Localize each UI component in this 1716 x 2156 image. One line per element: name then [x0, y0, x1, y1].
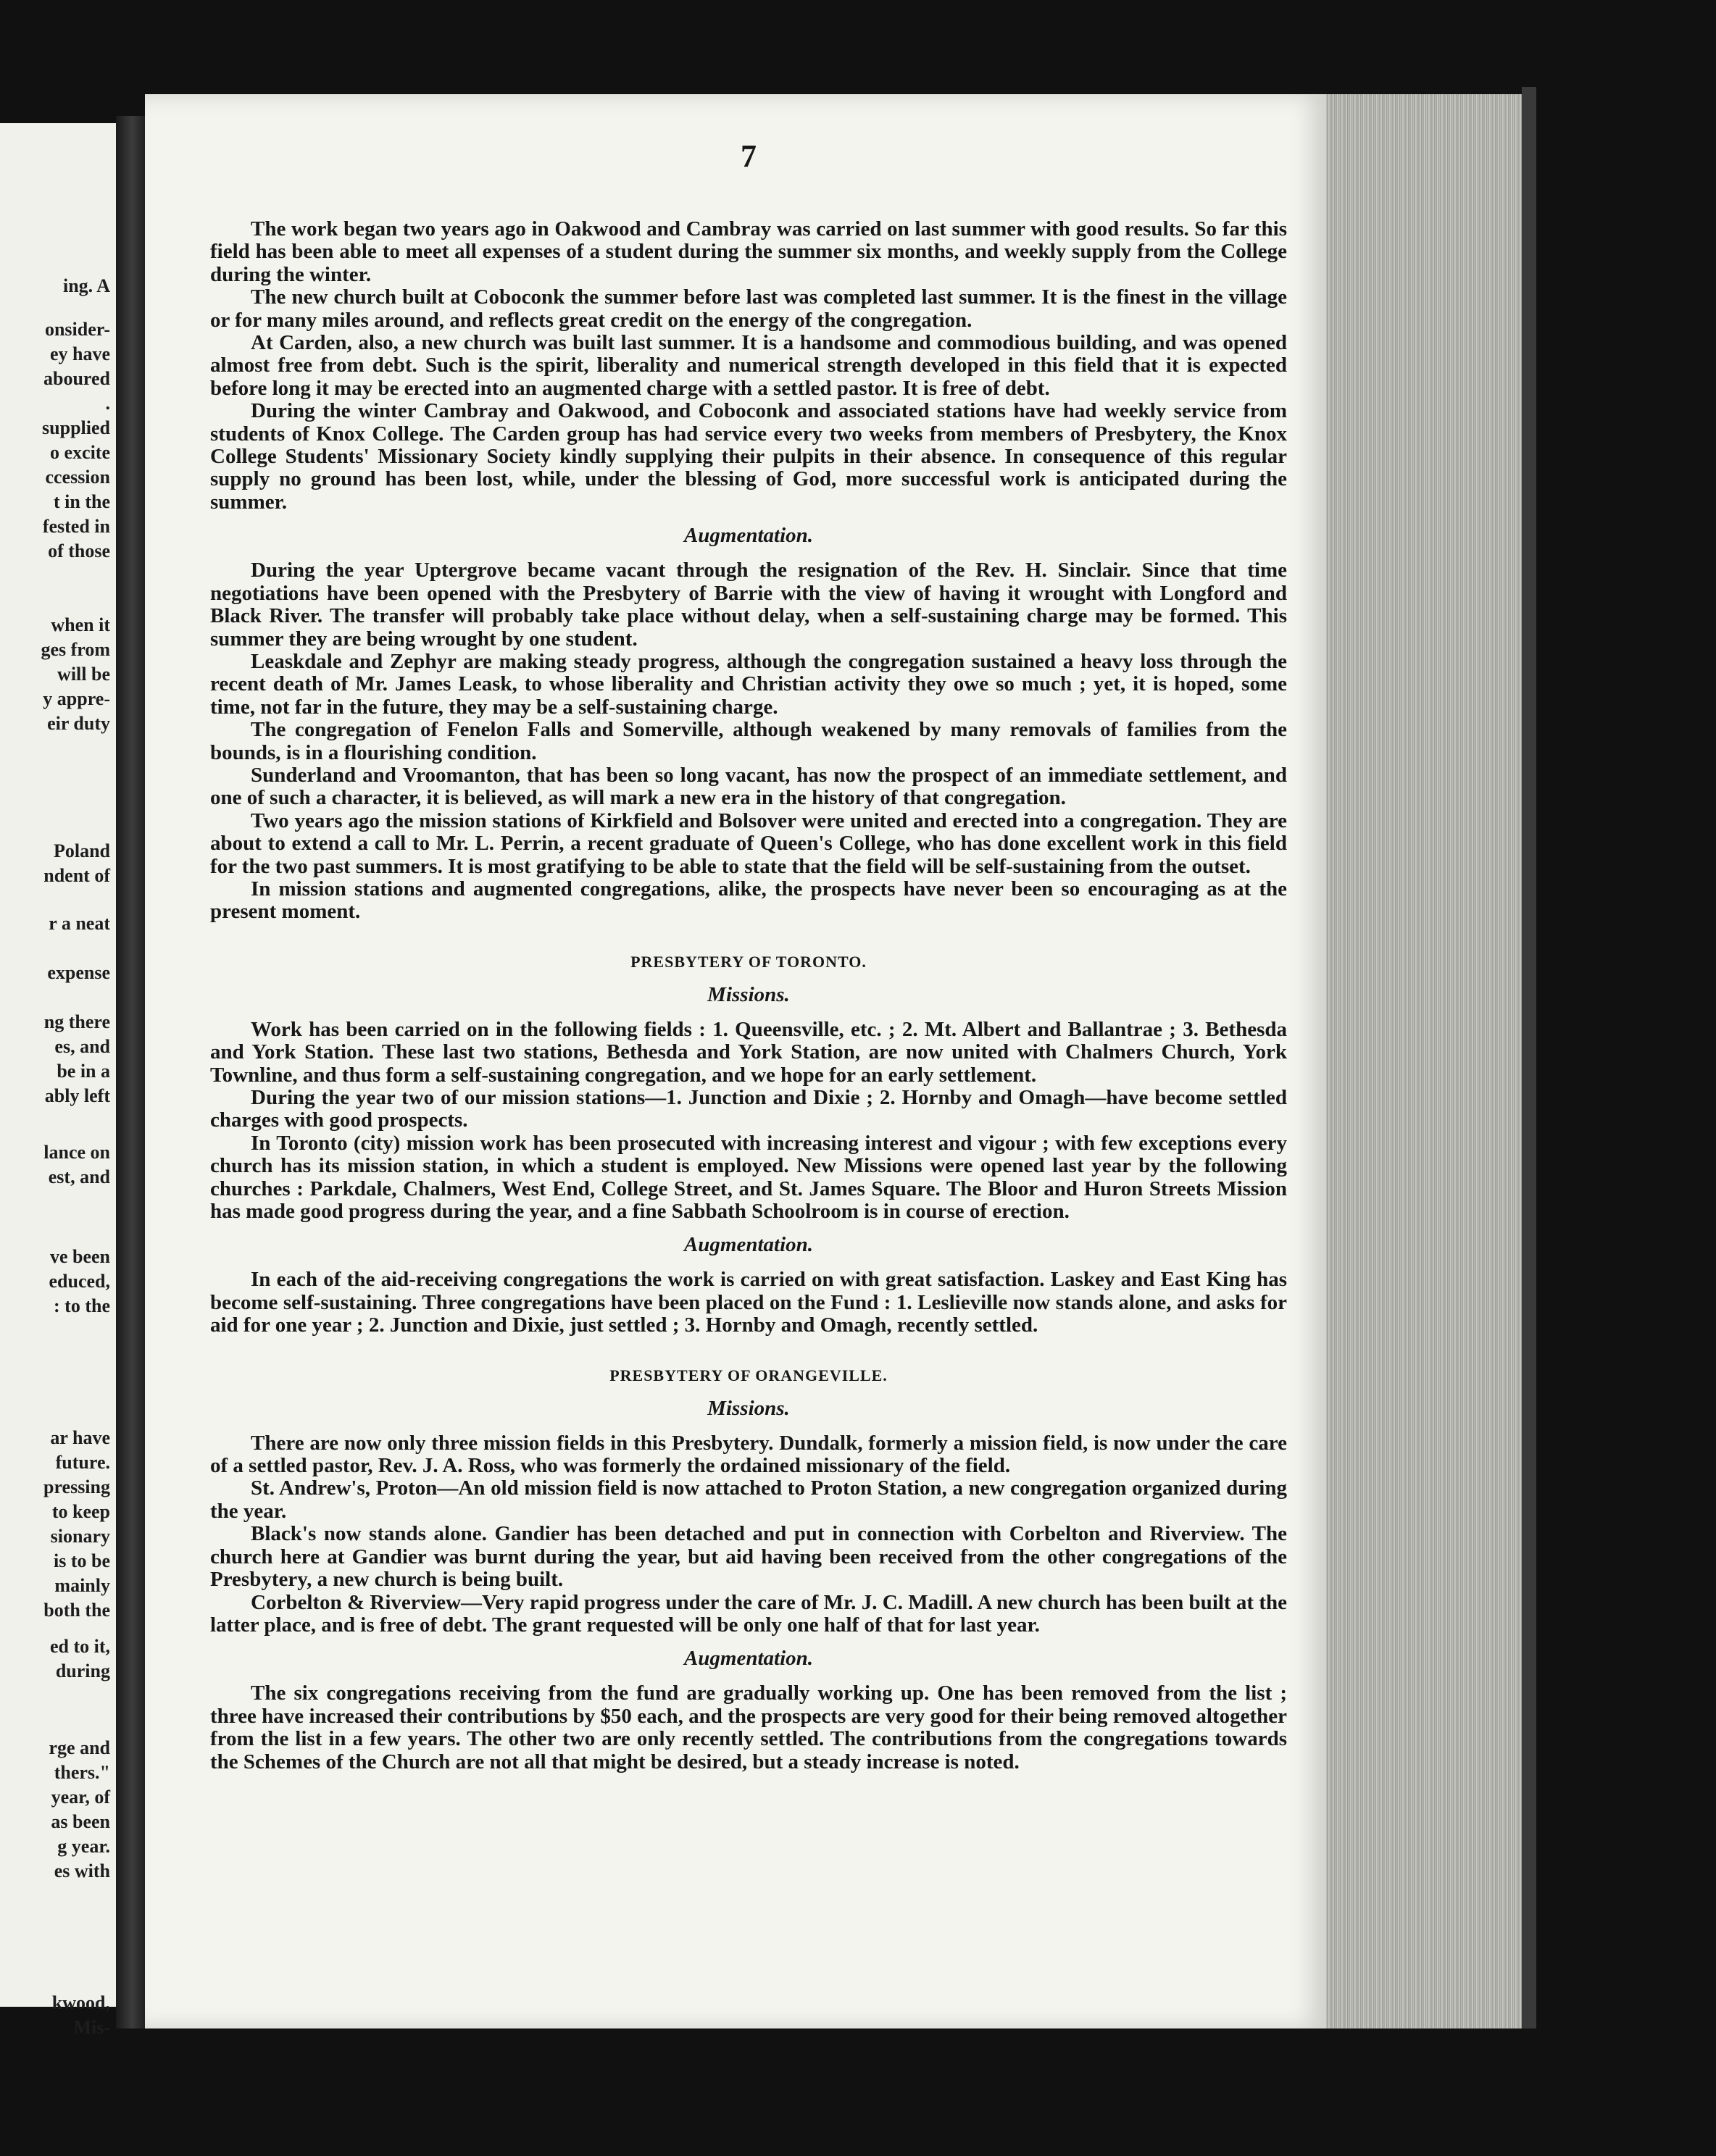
left-page-text-fragment: ng there: [43, 1011, 110, 1032]
left-page-text-fragment: future.: [55, 1452, 110, 1473]
previous-page-edge: [0, 123, 120, 2038]
left-page-text-fragment: : to the: [54, 1295, 110, 1316]
left-page-text-fragment: ably left: [44, 1085, 110, 1106]
book-gutter: [116, 116, 148, 2028]
left-page-text-fragment: both the: [43, 1600, 110, 1621]
left-page-text-fragment: onsider-: [44, 319, 110, 340]
paragraph: Sunderland and Vroomanton, that has been so long vacant, has now the prospect of an immediate settlement, and one of such a character, it is believed, as will mark a new era in the history of that congregation.: [210, 763, 1287, 810]
left-page-text-fragment: ve been: [49, 1246, 110, 1267]
left-page-text-fragment: est, and: [48, 1166, 110, 1187]
book-cover-edge: [1522, 87, 1536, 2028]
paragraph: At Carden, also, a new church was built last summer. It is a handsome and commodious building, and was opened almost free from debt. Such is the spirit, liberality and numerical strength developed in this field that it is expected before long it may be erected into an augmented charge with a settled pastor. It is free of debt.: [210, 331, 1287, 400]
left-page-text-fragment: ccession: [45, 467, 110, 488]
paragraph: In mission stations and augmented congregations, alike, the prospects have never been so encouraging as at the present moment.: [210, 877, 1287, 924]
left-page-text-fragment: ar have: [50, 1427, 110, 1448]
left-page-text-fragment: aboured: [43, 368, 110, 389]
paragraph: St. Andrew's, Proton—An old mission field is now attached to Proton Station, a new congregation organized during the year.: [210, 1476, 1287, 1523]
section-subheading: Missions.: [707, 982, 790, 1006]
left-page-text-fragment: eir duty: [47, 713, 110, 734]
left-page-text-fragment: ey have: [49, 343, 110, 364]
left-page-text-fragment: be in a: [57, 1061, 110, 1082]
left-page-text-fragment: es, and: [54, 1036, 110, 1057]
paragraph: Black's now stands alone. Gandier has been detached and put in connection with Corbelton and Riverview. The church here at Gandier was burnt during the year, but aid having been received from the other congregations of the Presbytery, a new church is being built.: [210, 1522, 1287, 1592]
page-number: 7: [741, 138, 757, 174]
paragraph: The six congregations receiving from the fund are gradually working up. One has been removed from the list ; three have increased their contributions by $50 each, and the prospects are very good for their being removed altogether from the list in a few years. The other two are only recently settled. The contributions from the congregations towards the Schemes of the Church are not all that might be desired, but a steady increase is noted.: [210, 1681, 1287, 1773]
section-subheading: Augmentation.: [683, 524, 814, 548]
left-page-text-fragment: o excite: [49, 442, 110, 463]
paragraph: In Toronto (city) mission work has been prosecuted with increasing interest and vigour ; with few exceptions every church has its mission station, in which a student is employed. New Missions were opened last year by the following churches : Parkdale, Chalmers, West End, College Street, and St. James Square. The Bloor and Huron Streets Mission has made good progress during the year, and a fine Sabbath Schoolroom is in course of erection.: [210, 1131, 1287, 1224]
left-page-text-fragment: mainly: [54, 1575, 110, 1596]
paragraph: The new church built at Coboconk the summer before last was completed last summer. It is the finest in the village or for many miles around, and reflects great credit on the energy of the congregation.: [210, 285, 1287, 332]
left-page-text-fragment: pressing: [43, 1476, 110, 1497]
left-page-text-fragment: lance on: [43, 1142, 110, 1163]
left-page-text-fragment: Poland: [53, 840, 110, 861]
paragraph: Work has been carried on in the following fields : 1. Queensville, etc. ; 2. Mt. Albert and Ballantrae ; 3. Bethesda and York Station. These last two stations, Bethesda and York Station, are now united with Chalmers Church, York Townline, and thus form a self-sustaining congregation, and we hope for an early settlement.: [210, 1017, 1287, 1087]
left-page-text-fragment: expense: [47, 962, 110, 983]
left-page-text-fragment: es with: [54, 1860, 110, 1881]
left-page-text-fragment: rge and: [49, 1737, 110, 1758]
section-subheading: Augmentation.: [683, 1233, 814, 1257]
left-page-text-fragment: educed,: [49, 1271, 110, 1292]
paragraph: During the year two of our mission stations—1. Junction and Dixie ; 2. Hornby and Omagh—have become settled charges with good prospects.: [210, 1086, 1287, 1132]
left-page-text-fragment: ing. A: [62, 275, 110, 296]
left-page-text-fragment: ges from: [41, 639, 110, 660]
left-page-text-fragment: .: [105, 393, 110, 414]
paragraph: Corbelton & Riverview—Very rapid progress under the care of Mr. J. C. Madill. A new church has been built at the latter place, and is free of debt. The grant requested will be only one half of that for last year.: [210, 1590, 1287, 1637]
left-page-text-fragment: y appre-: [43, 688, 110, 709]
paragraph: The congregation of Fenelon Falls and Somerville, although weakened by many removals of families from the bounds, is in a flourishing condition.: [210, 718, 1287, 764]
left-page-text-fragment: is to be: [54, 1550, 110, 1571]
left-page-text-fragment: fested in: [42, 516, 110, 537]
left-page-text-fragment: thers.": [54, 1762, 110, 1783]
paragraph: The work began two years ago in Oakwood and Cambray was carried on last summer with good results. So far this field has been able to meet all expenses of a student during the summer six months, and weekly supply from the College during the winter.: [210, 217, 1287, 286]
left-page-text-fragment: g year.: [57, 1836, 110, 1857]
left-page-text-fragment: to keep: [51, 1501, 110, 1522]
paragraph: There are now only three mission fields in this Presbytery. Dundalk, formerly a mission field, is now under the care of a settled pastor, Rev. J. A. Ross, who was formerly the ordained missionary of the field.: [210, 1431, 1287, 1478]
left-page-text-fragment: sionary: [50, 1526, 110, 1547]
left-page-text-fragment: during: [55, 1660, 110, 1681]
left-page-text-fragment: Mis-: [73, 2017, 110, 2038]
left-page-text-fragment: t in the: [54, 491, 110, 512]
left-page-text-fragment: r a neat: [49, 913, 110, 934]
left-page-text-fragment: ndent of: [43, 865, 110, 886]
page-content: [210, 138, 1287, 1773]
left-page-text-fragment: as been: [51, 1811, 110, 1832]
page-text-body: [210, 218, 1287, 1773]
left-page-text-fragment: of those: [48, 540, 110, 561]
paragraph: During the winter Cambray and Oakwood, and Coboconk and associated stations have had weekly service from students of Knox College. The Carden group has had service every two weeks from members of Presbytery, the Knox College Students' Missionary Society kindly supplying their pulpits in their absence. In consequence of this regular supply no ground has been lost, while, under the blessing of God, more successful work is anticipated during the summer.: [210, 399, 1287, 514]
page-stack-edge: [1326, 94, 1536, 2028]
section-heading: PRESBYTERY OF TORONTO.: [630, 952, 867, 971]
left-page-text-fragment: ed to it,: [49, 1636, 110, 1657]
left-page-text-fragment: year, of: [51, 1787, 110, 1808]
section-subheading: Augmentation.: [683, 1647, 814, 1671]
left-page-text-fragment: supplied: [42, 417, 110, 438]
section-subheading: Missions.: [707, 1396, 790, 1420]
paragraph: Two years ago the mission stations of Kirkfield and Bolsover were united and erected into a congregation. They are about to extend a call to Mr. L. Perrin, a recent graduate of Queen's College, who has done excellent work in this field for the two past summers. It is most gratifying to be able to state that the field will be self-sustaining from the outset.: [210, 808, 1287, 878]
left-page-text-fragment: kwood,: [51, 1992, 110, 2013]
section-heading: PRESBYTERY OF ORANGEVILLE.: [609, 1366, 888, 1384]
paragraph: Leaskdale and Zephyr are making steady progress, although the congregation sustained a heavy loss through the recent death of Mr. James Leask, to whose liberality and Christian activity they owe so much ; yet, it is hoped, some time, not far in the future, they may be a self-sustaining charge.: [210, 649, 1287, 719]
paragraph: During the year Uptergrove became vacant through the resignation of the Rev. H. Sinclair. Since that time negotiations have been opened with the Presbytery of Barrie with the view of having it wrought with Longford and Black River. The transfer will probably take place without delay, when a self-sustaining charge may be formed. This summer they are being wrought by one student.: [210, 559, 1287, 651]
paragraph: In each of the aid-receiving congregations the work is carried on with great satisfaction. Laskey and East King has become self-sustaining. Three congregations have been placed on the Fund : 1. Leslieville now stands alone, and asks for aid for one year ; 2. Junction and Dixie, just settled ; 3. Hornby and Omagh, recently settled.: [210, 1268, 1287, 1337]
left-page-text-fragment: will be: [57, 664, 110, 685]
left-page-text-fragment: when it: [51, 614, 110, 635]
